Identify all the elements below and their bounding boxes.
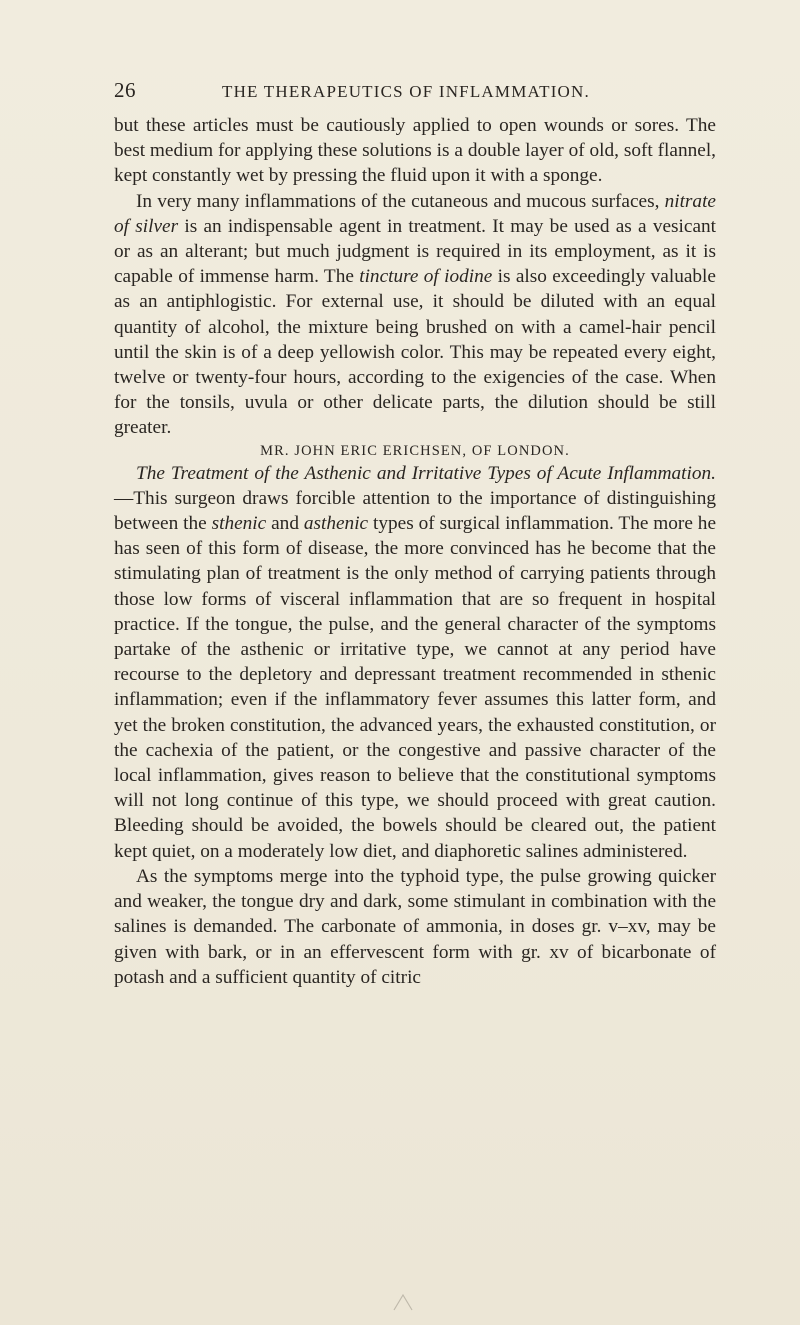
p3-text-d: and [266, 513, 304, 535]
p3-text-b: —This surgeon draws forcible attention to the importance of distinguishing between the [114, 487, 716, 535]
subsection-title: The Treatment of the Asthenic and Irritative Types of Acute Inflammation. [136, 462, 716, 484]
signature-mark-icon [392, 1292, 414, 1312]
page-number: 26 [114, 78, 136, 102]
paragraph-asthenic-treatment [114, 461, 716, 864]
body-text [114, 113, 716, 990]
section-heading: MR. JOHN ERIC ERICHSEN, OF LONDON. [260, 442, 570, 459]
term-asthenic: asthenic [303, 513, 369, 535]
term-sthenic: sthenic [211, 513, 267, 535]
running-title: THE THERAPEUTICS OF INFLAMMATION. [222, 82, 590, 101]
page-header [114, 78, 724, 108]
paragraph-typhoid-type: As the symptoms merge into the typhoid type, the pulse growing quicker and weaker, the tongue dry and dark, some stimulant in combination with the salines is demanded. The carbonate of ammonia, in doses gr. v–xv, may be given with bark, or in an effervescent form with gr. xv of bicarbonate of potash and a sufficient quantity of citric [114, 865, 716, 988]
term-nitrate-of-silver: nitrate of silver [114, 190, 716, 237]
p2-text-a: In very many inflammations of the cutaneous and mucous surfaces, [136, 190, 665, 212]
paragraph-continuation: but these articles must be cautiously applied to open wounds or sores. The best medium for applying these solutions is a double layer of old, soft flannel, kept constantly wet by pressing the fluid upon it with a sponge. [114, 115, 716, 187]
p2-text-e: is also exceedingly valuable as an antiphlogistic. For external use, it should be diluted with an equal quantity of alcohol, the mixture being brushed on with a camel-hair pencil until the skin is of a deep yellowish color. This may be repeated every eight, twelve or twenty-four hours, according to the exigencies of the case. When for the tonsils, uvula or other delicate parts, the dilution should be still greater. [114, 266, 716, 439]
p2-text-c: is an indispensable agent in treatment. It may be used as a vesicant or as an alterant; but much judgment is required in its employment, as it is capable of immense harm. The [114, 215, 716, 288]
term-tincture-of-iodine: tincture of iodine [359, 266, 493, 288]
paragraph-silver-iodine [114, 189, 716, 441]
p3-text-f: types of surgical inflammation. The more he has seen of this form of disease, the more convinced has he become that the stimulating plan of treatment is the only method of carrying patients through those low forms of visceral inflammation that are so frequent in hospital practice. If the tongue, the pulse, and the general character of the symptoms partake of the asthenic or irritative type, we cannot at any period have recourse to the depletory and depressant treatment recommended in sthenic inflammation; even if the inflammatory fever assumes this latter form, and yet the broken constitution, the advanced years, the exhausted constitution, or the cachexia of the patient, or the congestive and passive character of the local inflammation, gives reason to believe that the constitutional symptoms will not long continue of this type, we should proceed with great caution. Bleeding should be avoided, the bowels should be cleared out, the patient kept quiet, on a moderately low diet, and diaphoretic salines administered. [114, 513, 716, 862]
